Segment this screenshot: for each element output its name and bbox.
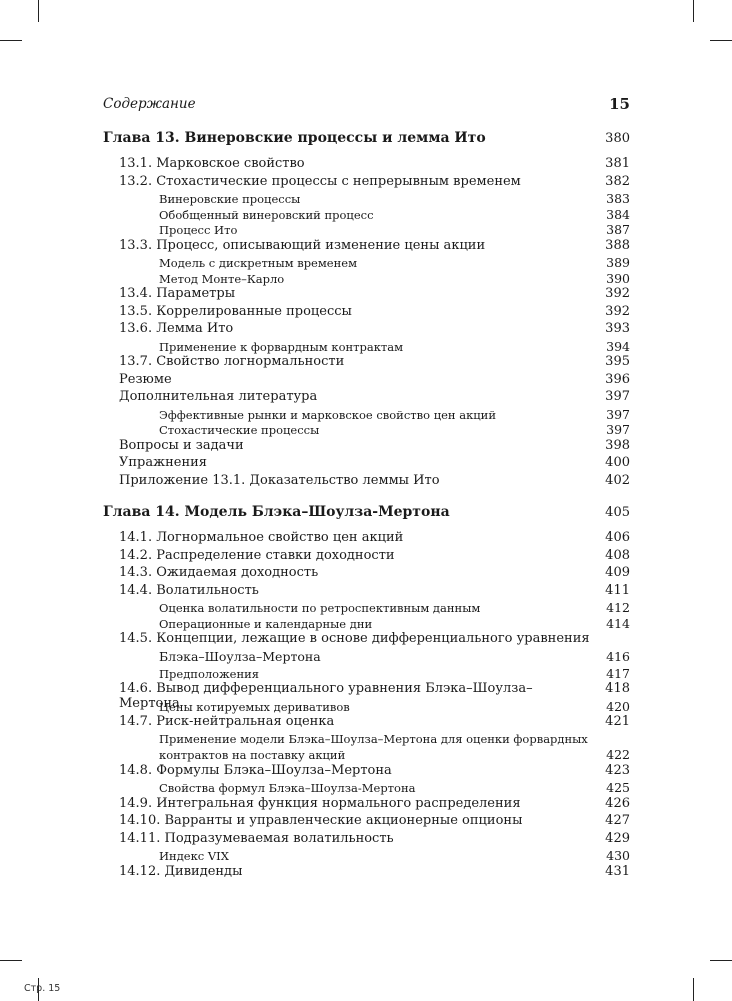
toc-entry-text: Винеровские процессы	[159, 192, 301, 206]
toc-subentry	[103, 191, 630, 207]
toc-entry	[103, 389, 630, 407]
toc-entry-text: 14.11. Подразумеваемая волатильность	[119, 830, 394, 846]
toc-entry	[103, 813, 630, 831]
toc-entry	[103, 321, 630, 339]
toc-entry-text: Оценка волатильности по ретроспективным данным	[159, 601, 481, 615]
toc-entry	[103, 304, 630, 322]
toc-entry-page: 411	[605, 582, 630, 598]
toc-entry-page: 397	[606, 406, 630, 422]
chapter-heading	[103, 504, 630, 526]
toc-entry-page: 425	[606, 780, 630, 795]
toc-entry-text: Свойства формул Блэка–Шоулза-Мертона	[159, 781, 416, 795]
chapter-heading	[103, 130, 630, 152]
toc-entry-text: Применение модели Блэка–Шоулза–Мертона для оценки форвардных	[159, 731, 588, 746]
toc-subentry	[103, 699, 630, 715]
toc-entry-page: 394	[606, 338, 630, 354]
toc-entry-text: 14.4. Волатильность	[119, 582, 259, 598]
toc-entry-page: 430	[606, 848, 630, 863]
toc-subentry	[103, 616, 630, 632]
toc-entry	[103, 354, 630, 372]
toc-subentry	[103, 222, 630, 238]
toc-entry-page: 392	[605, 303, 630, 319]
toc-entry	[103, 796, 630, 814]
toc-entry-text: 14.1. Логнормальное свойство цен акций	[119, 530, 404, 545]
toc-entry-text: 14.9. Интегральная функция нормального распределения	[119, 795, 521, 811]
toc-entry-page: 406	[605, 530, 630, 545]
toc-entry-text: 14.7. Риск-нейтральная оценка	[119, 714, 335, 729]
toc-entry-page: 392	[605, 286, 630, 301]
toc-entry-page: 427	[605, 813, 630, 828]
header-title: Содержание	[103, 96, 196, 112]
toc-entry	[103, 372, 630, 390]
toc-entry	[103, 831, 630, 849]
toc-entry-page: 422	[606, 747, 630, 762]
toc-entry-text: 14.8. Формулы Блэка–Шоулза–Мертона	[119, 762, 392, 778]
toc-entry-page: 384	[606, 206, 630, 222]
crop-mark-bottom-left-h	[0, 960, 22, 961]
toc-entry-text: 14.12. Дивиденды	[119, 863, 243, 879]
toc-entry-page: 426	[605, 795, 630, 811]
toc-entry-text: 13.4. Параметры	[119, 286, 236, 301]
toc-entry-page: 397	[606, 422, 630, 437]
toc-entry-page: 423	[605, 762, 630, 778]
toc-entry-page: 431	[605, 863, 630, 879]
toc-entry-page: 398	[605, 437, 630, 453]
toc-entry-page: 390	[606, 270, 630, 286]
toc-entry-text: контрактов на поставку акций	[159, 748, 346, 762]
toc-entry-page: 412	[606, 600, 630, 615]
toc-entry	[103, 473, 630, 491]
toc-subentry	[103, 207, 630, 223]
toc-entry-page: 388	[605, 237, 630, 253]
toc-subentry	[103, 666, 630, 682]
toc-entry	[103, 583, 630, 601]
chapter-page: 405	[605, 505, 630, 520]
toc-entry-text: Предположения	[159, 666, 260, 681]
toc-entry-text: Дополнительная литература	[119, 389, 318, 404]
toc-entry	[103, 174, 630, 192]
toc-entry-page: 389	[606, 255, 630, 270]
toc-entry-page: 383	[606, 191, 630, 206]
toc-entry-text: Вопросы и задачи	[119, 437, 244, 453]
toc-entry	[103, 631, 630, 649]
toc-entry-page: 387	[606, 222, 630, 237]
toc-entry-page: 429	[605, 830, 630, 846]
table-of-contents	[103, 130, 630, 881]
toc-entry-text: Упражнения	[119, 455, 207, 470]
crop-mark-bottom-right-h	[710, 960, 732, 961]
toc-entry-page: 421	[605, 714, 630, 729]
toc-entry-text: 13.3. Процесс, описывающий изменение цены акции	[119, 237, 486, 253]
toc-entry-text: 13.1. Марковское свойство	[119, 156, 305, 171]
toc-entry-text: Индекс VIX	[159, 849, 229, 863]
toc-entry-text: 14.2. Распределение ставки доходности	[119, 547, 395, 563]
toc-entry-page: 400	[605, 455, 630, 470]
toc-entry	[103, 438, 630, 456]
toc-entry-page: 395	[605, 354, 630, 369]
toc-entry-page: 418	[605, 681, 630, 696]
toc-entry-text: Применение к форвардным контрактам	[159, 339, 404, 354]
chapter-title: Глава 13. Винеровские процессы и лемма Ито	[103, 130, 486, 146]
toc-entry-text: 14.3. Ожидаемая доходность	[119, 565, 319, 580]
chapter-page: 380	[605, 131, 630, 146]
toc-entry-text: Процесс Ито	[159, 223, 238, 237]
toc-entry-page: 416	[606, 648, 630, 664]
toc-entry-text: Приложение 13.1. Доказательство леммы Ито	[119, 472, 440, 488]
toc-entry-page: 381	[605, 156, 630, 171]
toc-entry-text: Обобщенный винеровский процесс	[159, 207, 374, 222]
toc-entry	[103, 864, 630, 882]
toc-entry-page: 397	[605, 389, 630, 404]
toc-entry-text: Модель с дискретным временем	[159, 256, 358, 270]
toc-entry	[103, 238, 630, 256]
toc-entry-text: Блэка–Шоулза–Мертона	[159, 648, 321, 664]
crop-mark-bottom-right-v	[693, 978, 694, 1001]
running-header	[103, 96, 630, 116]
toc-subentry	[103, 422, 630, 438]
toc-entry-page: 417	[606, 665, 630, 681]
toc-entry-page: 414	[606, 615, 630, 631]
crop-mark-top-right-h	[710, 40, 732, 41]
chapter-title: Глава 14. Модель Блэка–Шоулза-Мертона	[103, 504, 450, 520]
toc-entry	[103, 565, 630, 583]
footer-page-label: Стр. 15	[24, 983, 61, 994]
toc-subentry	[103, 255, 630, 271]
toc-subentry	[103, 271, 630, 287]
toc-entry-text: 14.10. Варранты и управленческие акционерные опционы	[119, 813, 523, 828]
toc-entry-text: 14.6. Вывод дифференциального уравнения Блэка–Шоулза–Мертона	[119, 681, 533, 711]
crop-mark-top-right-v	[693, 0, 694, 22]
toc-subentry	[103, 339, 630, 355]
toc-entry-page: 382	[605, 173, 630, 189]
toc-entry	[103, 548, 630, 566]
toc-entry-text: Операционные и календарные дни	[159, 616, 373, 631]
toc-entry	[103, 455, 630, 473]
toc-entry-continuation	[103, 649, 630, 666]
toc-entry-text: Стохастические процессы	[159, 423, 320, 437]
toc-entry-text: 13.7. Свойство логнормальности	[119, 354, 345, 369]
toc-entry-text: Резюме	[119, 371, 172, 387]
toc-subentry	[103, 848, 630, 864]
toc-entry-text: 13.5. Коррелированные процессы	[119, 303, 352, 319]
toc-entry	[103, 286, 630, 304]
header-page-number: 15	[609, 95, 630, 113]
chapter-gap	[103, 490, 630, 504]
crop-mark-top-left-v	[38, 0, 39, 22]
toc-entry-page: 396	[605, 371, 630, 387]
toc-entry-text: 14.5. Концепции, лежащие в основе дифференциального уравнения	[119, 631, 590, 646]
toc-entry	[103, 156, 630, 174]
toc-entry	[103, 714, 630, 732]
toc-subentry	[103, 407, 630, 423]
toc-entry-page: 393	[605, 321, 630, 336]
toc-entry-page: 402	[605, 472, 630, 488]
toc-entry-page: 420	[606, 698, 630, 714]
toc-entry	[103, 763, 630, 781]
toc-entry-page: 409	[605, 565, 630, 580]
toc-entry	[103, 530, 630, 548]
toc-subentry	[103, 780, 630, 796]
toc-entry-text: 13.2. Стохастические процессы с непрерывным временем	[119, 173, 521, 189]
toc-entry-text: Цены котируемых деривативов	[159, 699, 350, 714]
toc-entry-text: Метод Монте–Карло	[159, 271, 285, 286]
toc-subentry	[103, 600, 630, 616]
toc-entry-text: Эффективные рынки и марковское свойство цен акций	[159, 407, 496, 422]
toc-entry-page: 408	[605, 547, 630, 563]
toc-subentry	[103, 732, 630, 748]
crop-mark-top-left-h	[0, 40, 22, 41]
toc-entry-text: 13.6. Лемма Ито	[119, 321, 234, 336]
toc-subentry	[103, 747, 630, 763]
